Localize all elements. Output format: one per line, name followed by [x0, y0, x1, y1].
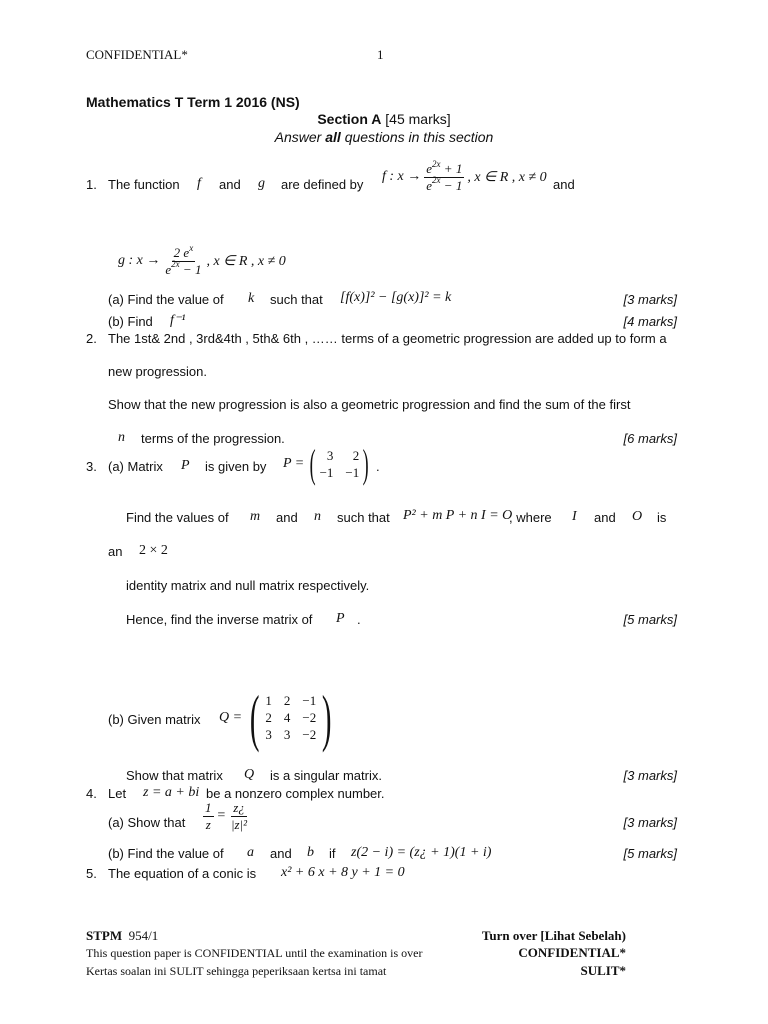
q3a-hence: Hence, find the inverse matrix of: [126, 612, 313, 627]
q1-text-1: The function: [108, 177, 180, 192]
q1b-text: (b) Find: [108, 314, 153, 329]
q1-f-lhs: f : x →: [382, 169, 422, 185]
q4b-a: a: [247, 845, 254, 860]
q4a-expr: $\frac{1}{z}$ = $\frac{z¿}{\text{|z|²}}$: [205, 800, 248, 832]
q-matrix-cell-1-1: 4: [283, 710, 291, 725]
q1a-k: k: [248, 291, 255, 306]
q2-line-2: new progression.: [108, 364, 207, 379]
q3a-is: is: [657, 510, 667, 525]
q3a-P-grid: [320, 448, 360, 481]
p-matrix-cell-0-1: 2: [352, 447, 360, 463]
q1a-such: such that: [270, 292, 323, 307]
q3b-show: Show that matrix: [126, 768, 223, 783]
q1-g-definition: [118, 242, 286, 277]
q4a-lhs-den: z: [205, 816, 211, 832]
q3a-dot: .: [376, 459, 380, 474]
q2-number: 2.: [86, 331, 97, 346]
instr-post: questions in this section: [340, 129, 494, 145]
q3a-marks: [5 marks]: [623, 612, 677, 627]
q1-f: f: [197, 176, 201, 191]
q3a-O: O: [632, 509, 643, 524]
q1-number: 1.: [86, 177, 97, 192]
p-matrix-cell-1-0: −1: [319, 464, 334, 480]
footer-turn-over: Turn over [Lihat Sebelah): [481, 928, 626, 943]
q3a-find: Find the values of: [126, 510, 229, 525]
instr-bold: all: [325, 129, 341, 145]
q3b-text: (b) Given matrix: [108, 712, 201, 727]
q3a-n: n: [314, 509, 321, 524]
p-matrix-cell-0-0: 3: [326, 447, 334, 463]
instr-pre: Answer: [274, 129, 326, 145]
q4a-rhs: [229, 801, 249, 831]
q-matrix-cell-2-0: 3: [265, 727, 272, 742]
footer-stpm: STPM: [86, 928, 123, 943]
q4a-lhs-num: 1: [205, 800, 212, 815]
section-heading: [0, 111, 768, 127]
q4-let: Let: [108, 786, 127, 801]
q2-marks: [6 marks]: [623, 431, 677, 446]
q1b-marks: [4 marks]: [623, 314, 677, 329]
q4b-and: and: [270, 846, 292, 861]
header-confidential: CONFIDENTIAL*: [86, 47, 188, 62]
q3b-Q-matrix: ( 1 2 −1 2 4 −2 3 3 −2 ): [249, 682, 332, 753]
q1-and: and: [219, 177, 241, 192]
q4b-marks: [5 marks]: [623, 846, 677, 861]
p-matrix-cell-1-1: −1: [345, 464, 360, 480]
q4b-text: (b) Find the value of: [108, 846, 224, 861]
q1-f-definition: [382, 158, 547, 193]
section-name: Section A: [317, 111, 382, 127]
q1-text-2: are defined by: [281, 177, 364, 192]
q-matrix-cell-0-2: −1: [302, 693, 317, 708]
q3a-dot-2: .: [357, 612, 361, 627]
q-matrix-cell-2-2: −2: [302, 727, 317, 742]
q4b-expr: z(2 − i) = (z¿ + 1)(1 + i): [351, 845, 492, 860]
q2-line-3: Show that the new progression is also a geometric progression and find the sum of the first: [108, 397, 631, 412]
q3b-marks: [3 marks]: [623, 768, 677, 783]
q2-line-4: terms of the progression.: [141, 431, 285, 446]
q1-f-fraction: [424, 158, 464, 193]
q1-f-den: $e^{2x} - 1$: [426, 175, 463, 193]
q1-g-num: 2 $e^x$: [173, 242, 194, 260]
section-instruction: [0, 129, 768, 145]
footer-paper-code: 954/1: [128, 928, 159, 943]
section-marks: [45 marks]: [385, 111, 451, 127]
q3a-and-2: and: [594, 510, 616, 525]
q3b-Q: Q: [244, 767, 255, 782]
q3b-Q-grid: [265, 693, 316, 743]
q3a-m: m: [250, 509, 261, 524]
footer-code: [86, 928, 158, 944]
q1a-text: (a) Find the value of: [108, 292, 224, 307]
q4b-if: if: [329, 846, 336, 861]
q-matrix-cell-1-0: 2: [265, 710, 272, 725]
footer-confidential: CONFIDENTIAL*: [518, 945, 626, 960]
paper-title: Mathematics T Term 1 2016 (NS): [86, 94, 300, 110]
q4a-rhs-num: z¿: [233, 800, 245, 815]
q2-line-1: The 1st& 2nd , 3rd&4th , 5th& 6th , …… terms of a geometric progression are added up to form a: [108, 331, 667, 346]
q3a-and: and: [276, 510, 298, 525]
q1-g-cond: , x ∈ R , x ≠ 0: [206, 253, 286, 269]
q3a-P-matrix: ( 3 2 −1 −1 ): [309, 441, 369, 486]
q4-z-def: z = a + bi: [143, 785, 200, 800]
q1-g-fraction: [163, 242, 203, 277]
q1b-expr: f⁻¹: [170, 313, 186, 328]
q1-g: g: [258, 176, 265, 191]
q4a-marks: [3 marks]: [623, 815, 677, 830]
q3a-text: (a) Matrix: [108, 459, 163, 474]
q3b-singular: is a singular matrix.: [270, 768, 382, 783]
q4a-rhs-den: |z|²: [230, 816, 248, 832]
footer-sulit: SULIT*: [580, 963, 626, 978]
q3a-P: P: [181, 458, 190, 473]
q1a-marks: [3 marks]: [623, 292, 677, 307]
q1-g-den: $e^{2x} - 1$: [165, 259, 202, 277]
q-matrix-cell-0-0: 1: [265, 693, 272, 708]
q3a-given: is given by: [205, 459, 267, 474]
q3a-P-matrix-expr: [283, 441, 373, 486]
q-matrix-cell-1-2: −2: [302, 710, 317, 725]
q3a-P-eq: P =: [283, 456, 305, 471]
q1-f-cond: , x ∈ R , x ≠ 0: [467, 169, 547, 185]
q1-and-2: and: [553, 177, 575, 192]
q3a-an: an: [108, 544, 123, 559]
q3b-Q-eq: Q =: [219, 710, 243, 725]
q3a-I: I: [572, 509, 577, 524]
q3a-where: , where: [509, 510, 552, 525]
q-matrix-cell-2-1: 3: [283, 727, 291, 742]
q3a-size: 2 × 2: [139, 543, 168, 558]
q3a-P-2: P: [336, 611, 345, 626]
q3a-equation: P² + m P + n I = O: [403, 508, 513, 523]
q2-n: n: [118, 430, 125, 445]
q4-nonzero: be a nonzero complex number.: [206, 786, 385, 801]
q5-equation: x² + 6 x + 8 y + 1 = 0: [281, 865, 405, 880]
q1-f-num: $e^{2x} + 1$: [426, 158, 463, 176]
q3a-such: such that: [337, 510, 390, 525]
q3a-identity: identity matrix and null matrix respectively.: [126, 578, 370, 593]
q5-text: The equation of a conic is: [108, 866, 257, 881]
footer-line-2: Kertas soalan ini SULIT sehingga peperiksaan kertsa ini tamat: [86, 964, 387, 978]
q4a-text: (a) Show that: [108, 815, 186, 830]
footer-line-1: This question paper is CONFIDENTIAL until the examination is over: [86, 946, 423, 960]
q4-number: 4.: [86, 786, 97, 801]
page-number: 1: [377, 47, 384, 62]
q-matrix-cell-0-1: 2: [283, 693, 291, 708]
q4a-lhs: [203, 801, 214, 831]
q5-number: 5.: [86, 866, 97, 881]
q1a-expr: [f(x)]² − [g(x)]² = k: [340, 290, 452, 305]
q3b-Q-matrix-expr: [219, 682, 338, 753]
q1-g-lhs: g : x →: [118, 253, 161, 269]
q3-number: 3.: [86, 459, 97, 474]
q4b-b: b: [307, 845, 314, 860]
